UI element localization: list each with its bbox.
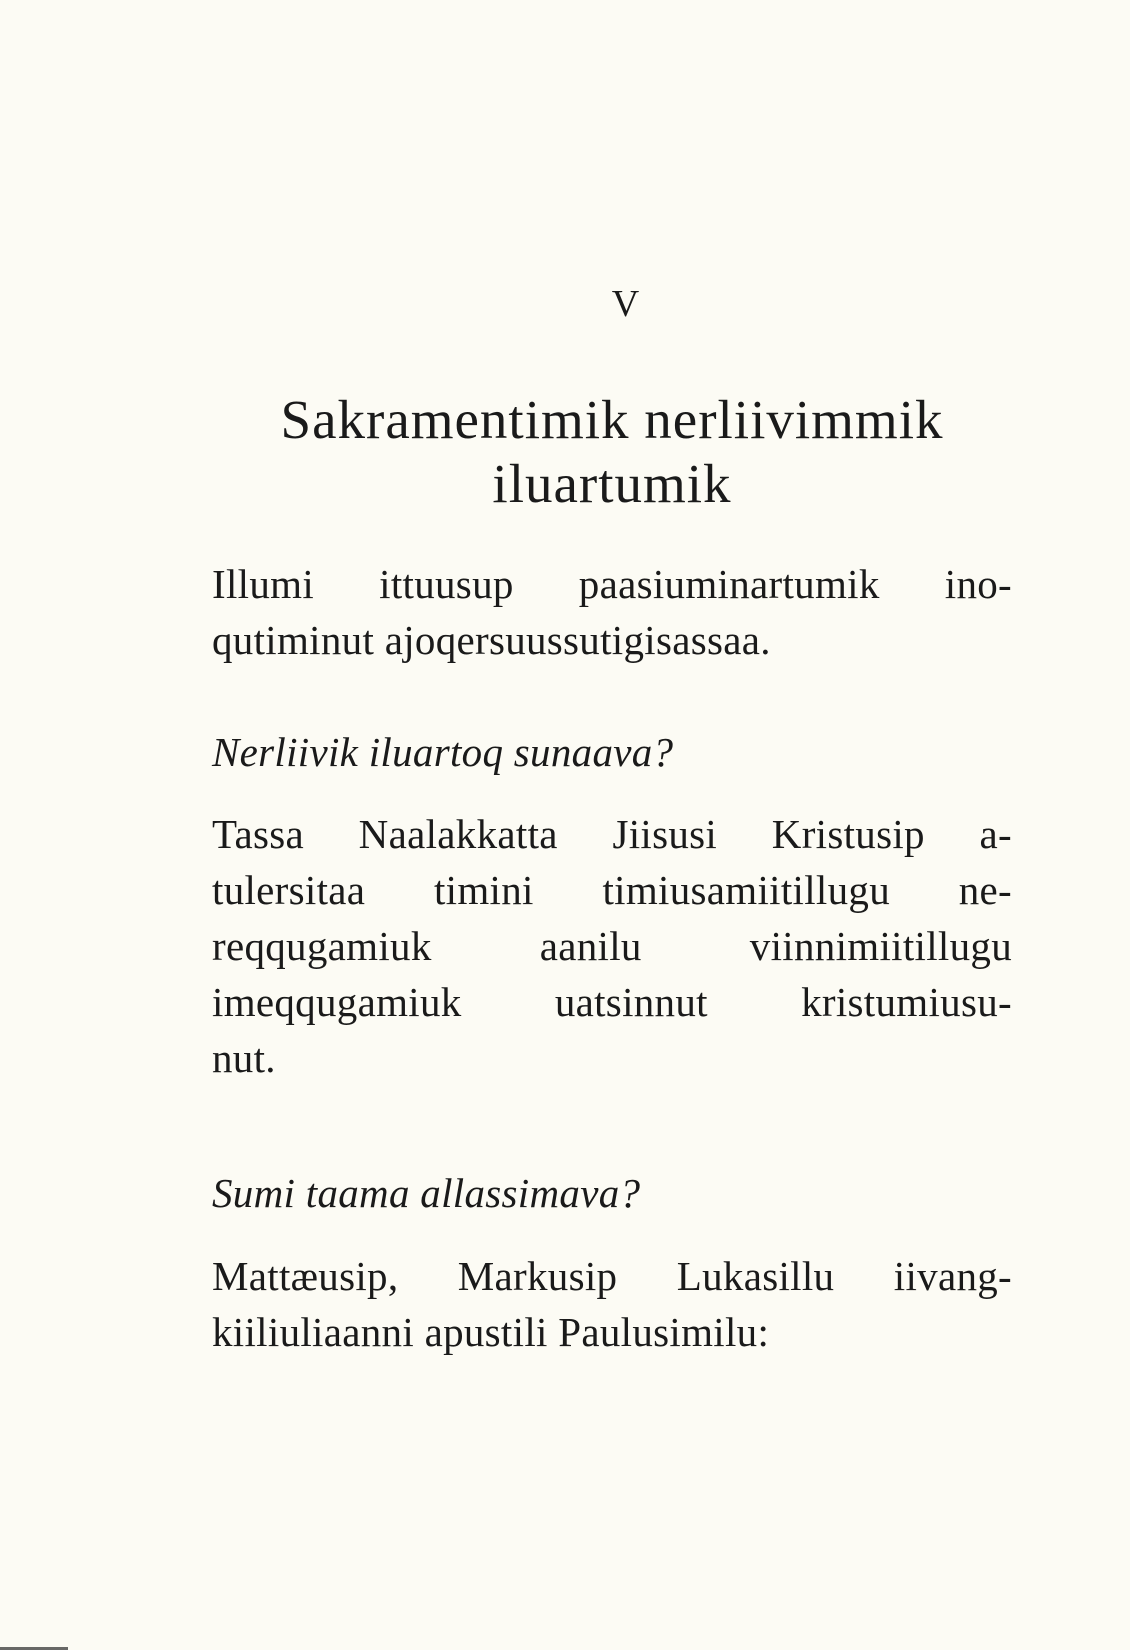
answer-2-line-1: Mattæusip, Markusip Lukasillu iivang- (212, 1253, 1012, 1299)
answer-2-line-2: kiiliuliaanni apustili Paulusimilu: (212, 1309, 770, 1355)
chapter-title-line-1: Sakramentimik nerliivimmik (280, 389, 944, 450)
intro-line-1: Illumi ittuusup paasiuminartumik ino- (212, 561, 1012, 607)
question-2 (212, 1165, 1012, 1221)
answer-1-line-1: Tassa Naalakkatta Jiisusi Kristusip a- (212, 811, 1012, 857)
chapter-title-line-2: iluartumik (492, 453, 732, 514)
answer-1-line-2: tulersitaa timini timiusamiitillugu ne- (212, 867, 1012, 913)
question-1-text: Nerliivik iluartoq sunaava? (212, 729, 674, 775)
intro-paragraph (212, 556, 1012, 668)
answer-1-paragraph (212, 806, 1012, 1086)
question-1 (212, 724, 1012, 780)
answer-1-line-3: reqqugamiuk aanilu viinnimiitillugu (212, 923, 1012, 969)
answer-1-line-5: nut. (212, 1035, 276, 1081)
intro-line-2: qutiminut ajoqersuussutigisassaa. (212, 617, 771, 663)
chapter-title (212, 388, 1012, 516)
answer-1-line-4: imeqqugamiuk uatsinnut kristumiusu- (212, 979, 1012, 1025)
question-2-text: Sumi taama allassimava? (212, 1170, 641, 1216)
answer-2-paragraph (212, 1248, 1012, 1360)
chapter-number: V (611, 283, 641, 325)
